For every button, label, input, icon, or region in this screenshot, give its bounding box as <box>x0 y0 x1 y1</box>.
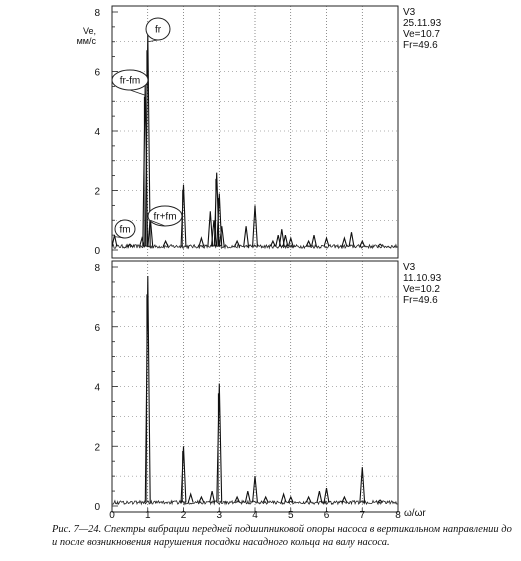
y-axis-label: Ve, <box>82 26 96 36</box>
panel-info-text: Ve=10.2 <box>403 284 440 295</box>
x-tick-label: 7 <box>359 510 366 521</box>
x-tick-label: 2 <box>180 510 187 521</box>
panel-info-text: 11.10.93 <box>403 273 442 284</box>
y-tick-label: 2 <box>94 442 100 454</box>
panel-info-text: 25.11.93 <box>403 18 442 29</box>
y-tick-label: 8 <box>94 263 100 274</box>
y-tick-label: 2 <box>94 186 100 198</box>
x-tick-label: 3 <box>216 510 223 521</box>
x-tick-label: 8 <box>395 510 401 521</box>
y-tick-label: 4 <box>94 382 100 394</box>
annotation-label: fr-fm <box>119 75 141 87</box>
panel-info-text: Fr=49.6 <box>403 295 438 306</box>
y-tick-label: 0 <box>94 502 100 513</box>
annotation-label: fm <box>119 224 131 236</box>
panel-info-text: Fr=49.6 <box>403 40 438 51</box>
x-tick-label: 0 <box>109 510 115 521</box>
annotation-label: fr <box>154 24 162 36</box>
x-tick-label: 6 <box>323 510 330 521</box>
x-tick-label: 5 <box>287 510 294 521</box>
y-axis-unit: мм/с <box>76 36 96 46</box>
y-tick-label: 6 <box>94 322 100 334</box>
y-tick-label: 0 <box>94 246 100 257</box>
figure-caption: Рис. 7—24. Спектры вибрации передней подшипниковой опоры насоса в вертикальном направлении до и после возникновения нарушения посадки насадного кольца на валу насоса. <box>52 524 512 548</box>
y-tick-label: 4 <box>94 127 100 138</box>
y-tick-label: 6 <box>94 67 100 79</box>
panel-info-text: V3 <box>403 262 416 273</box>
annotation-label: fr+fm <box>153 211 177 223</box>
x-axis-label: ω/ωr <box>404 508 426 519</box>
x-tick-label: 1 <box>144 510 151 521</box>
panel-info-text: Ve=10.7 <box>403 29 440 40</box>
panel-info-text: V3 <box>403 7 416 18</box>
x-tick-label: 4 <box>252 510 258 521</box>
y-tick-label: 8 <box>94 8 100 19</box>
